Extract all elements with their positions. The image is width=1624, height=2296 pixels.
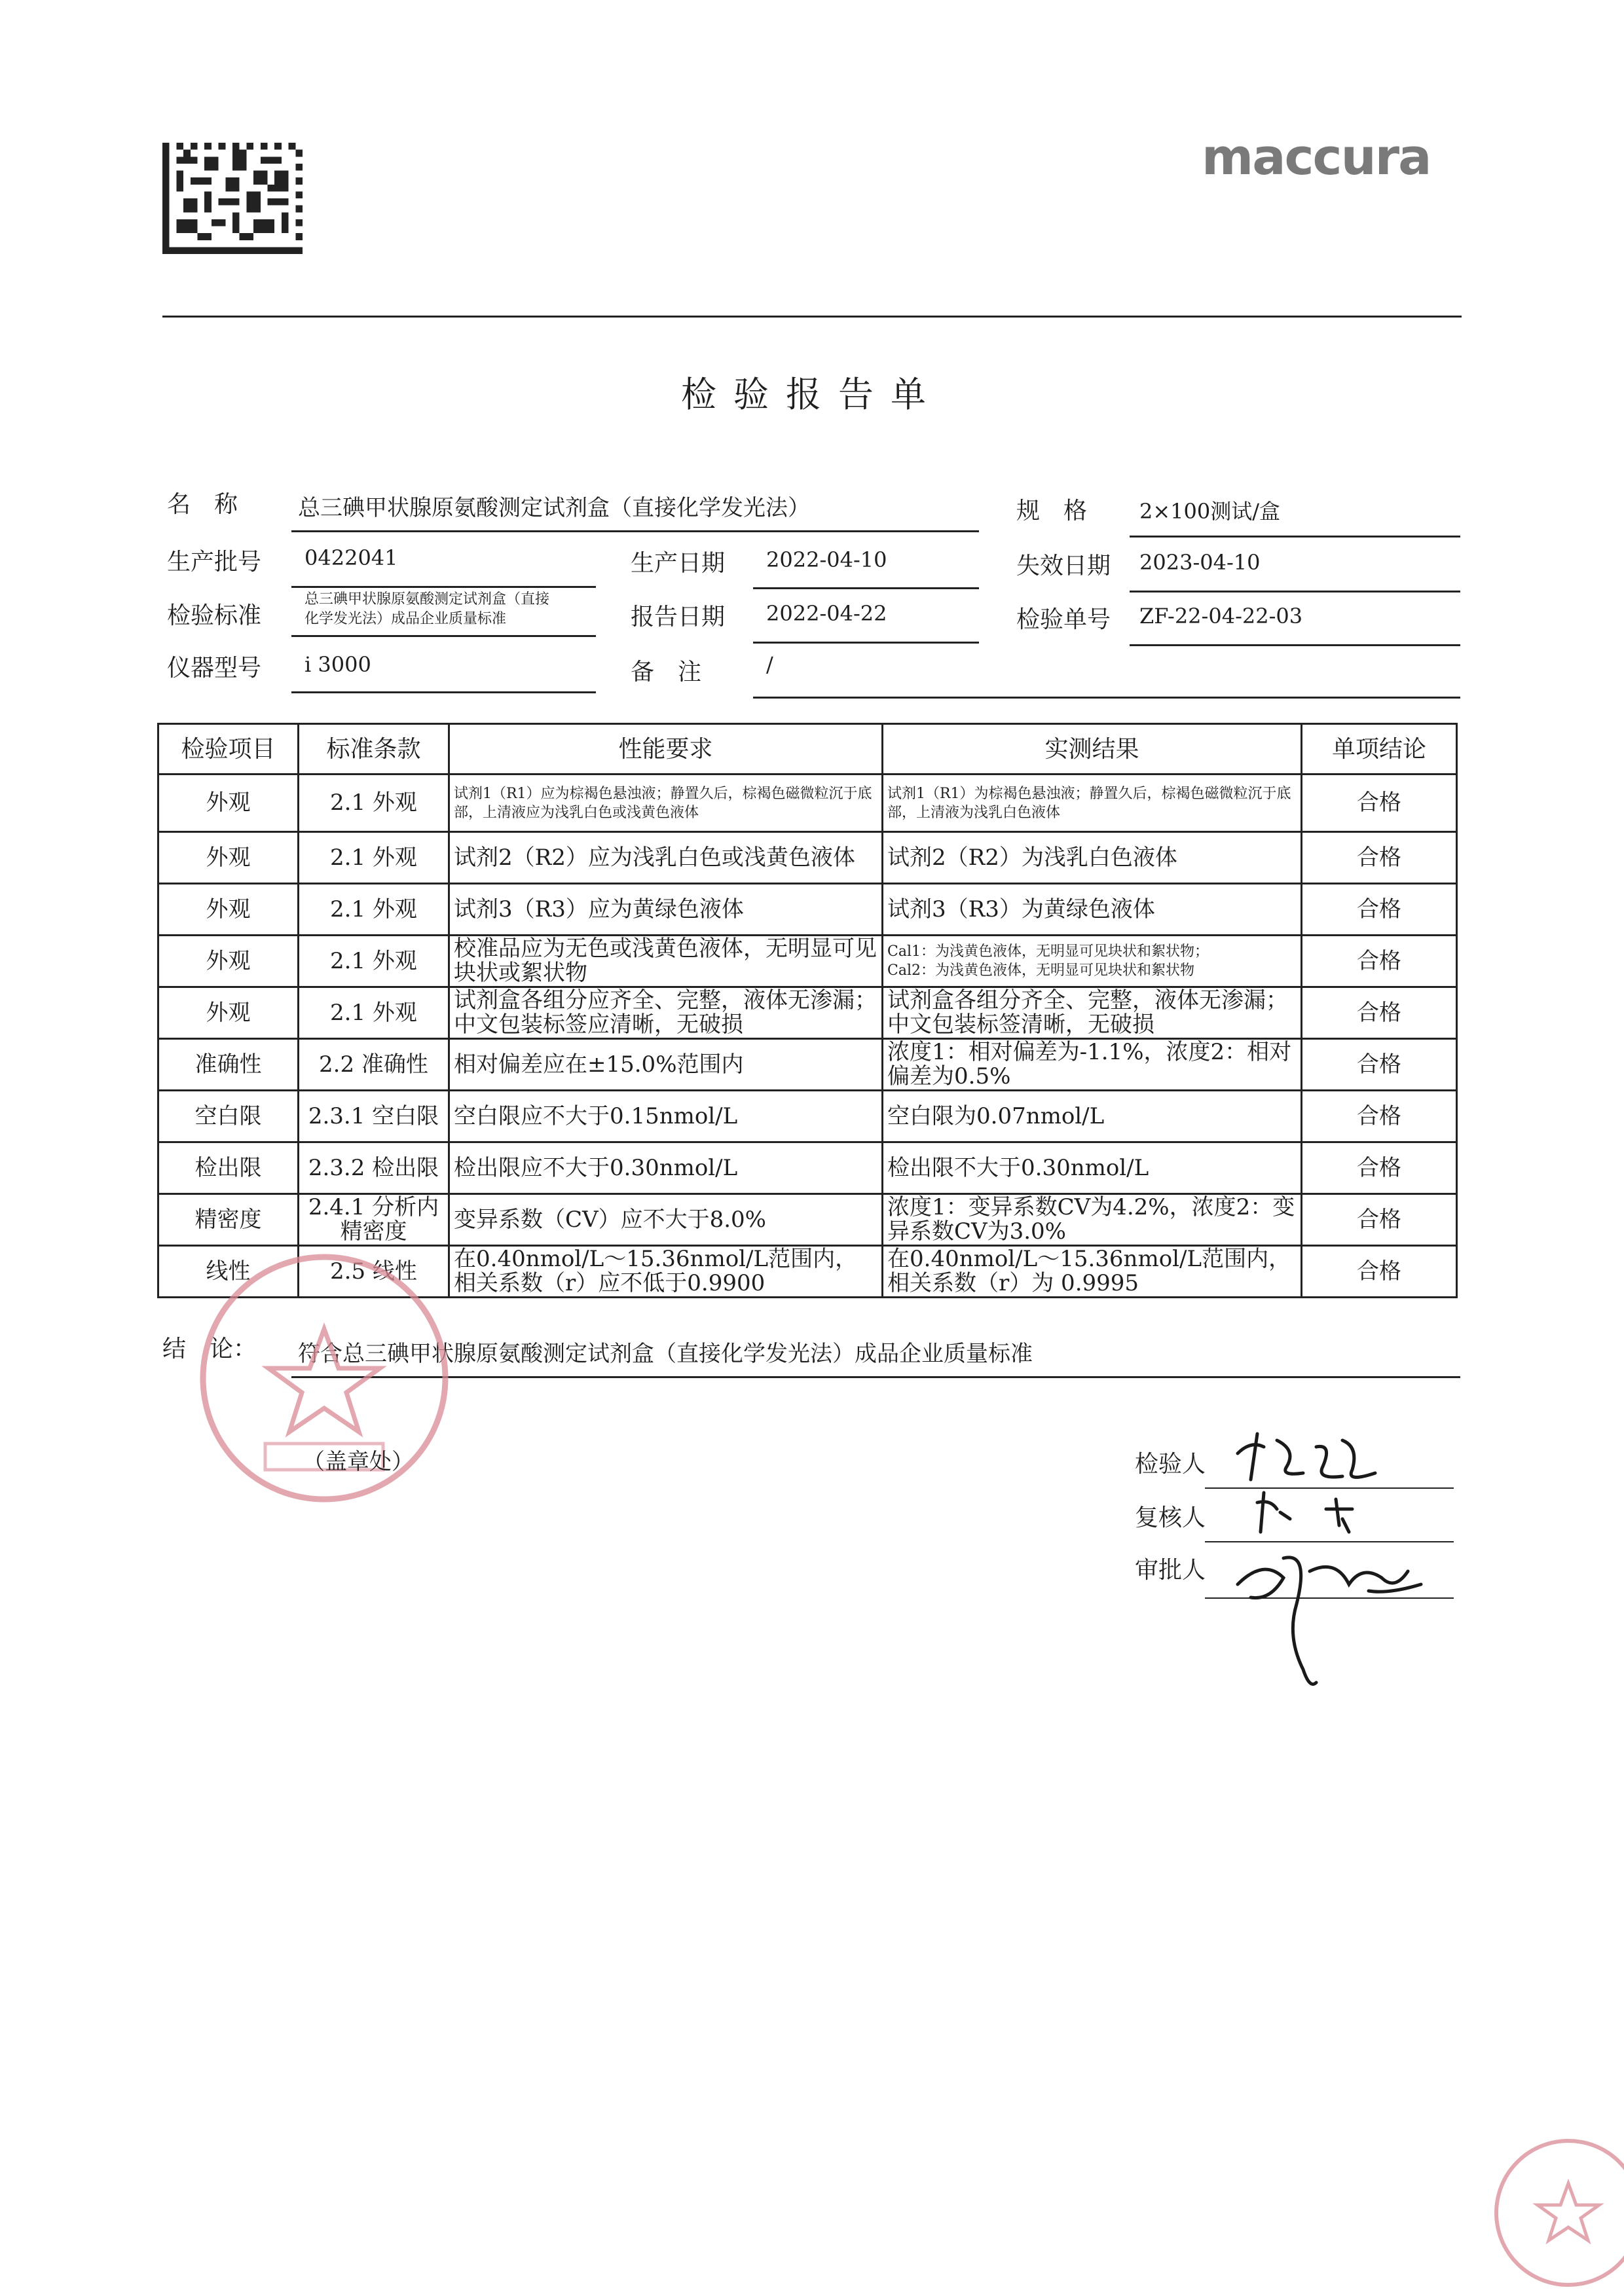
cell-item: 检出限 — [158, 1142, 299, 1194]
cell-item: 空白限 — [158, 1091, 299, 1142]
batch-label: 生产批号 — [167, 549, 262, 575]
standard-label: 检验标准 — [167, 602, 262, 629]
remark-value: / — [766, 652, 773, 677]
report-no-underline — [1130, 644, 1460, 646]
cell-requirement: 检出限应不大于0.30nmol/L — [449, 1142, 883, 1194]
cell-clause: 2.1 外观 — [299, 832, 449, 884]
cell-result-line: Cal2：为浅黄色液体，无明显可见块状和絮状物 — [887, 962, 1194, 979]
cell-result-line: Cal1：为浅黄色液体，无明显可见块状和絮状物； — [887, 943, 1209, 960]
name-underline — [291, 530, 979, 532]
batch-value: 0422041 — [304, 545, 398, 570]
standard-value-line2: 化学发光法）成品企业质量标准 — [304, 611, 507, 627]
table-row — [158, 987, 1457, 1039]
cell-conclusion: 合格 — [1302, 1246, 1457, 1298]
datamatrix-code-icon — [162, 143, 303, 254]
cell-requirement: 相对偏差应在±15.0%范围内 — [449, 1039, 883, 1091]
table-row — [158, 1039, 1457, 1091]
expiry-label: 失效日期 — [1016, 553, 1111, 579]
report-date-label: 报告日期 — [631, 604, 726, 630]
name-label: 名 称 — [167, 491, 238, 518]
report-date-underline — [753, 642, 979, 644]
seal-note: （盖章处） — [303, 1449, 414, 1475]
cell-clause: 2.3.1 空白限 — [299, 1091, 449, 1142]
cell-requirement: 变异系数（CV）应不大于8.0% — [449, 1194, 883, 1246]
instrument-value: i 3000 — [304, 652, 371, 677]
report-no-label: 检验单号 — [1016, 606, 1111, 633]
cell-clause: 2.1 外观 — [299, 884, 449, 936]
report-no-value: ZF-22-04-22-03 — [1139, 604, 1303, 629]
standard-underline — [291, 635, 596, 637]
table-row — [158, 1142, 1457, 1194]
cell-result: 试剂1（R1）为棕褐色悬浊液；静置久后，棕褐色磁微粒沉于底部，上清液为浅乳白色液体 — [883, 774, 1302, 832]
table-row — [158, 1194, 1457, 1246]
cell-item: 外观 — [158, 832, 299, 884]
cell-result — [883, 936, 1302, 987]
header-clause: 标准条款 — [299, 724, 449, 774]
cell-conclusion: 合格 — [1302, 774, 1457, 832]
cell-result: 在0.40nmol/L～15.36nmol/L范围内，相关系数（r）为 0.9995 — [883, 1246, 1302, 1298]
cell-conclusion: 合格 — [1302, 1091, 1457, 1142]
header-item: 检验项目 — [158, 724, 299, 774]
instrument-underline — [291, 691, 596, 693]
cell-item: 外观 — [158, 884, 299, 936]
cell-result: 浓度1：相对偏差为-1.1%，浓度2：相对偏差为0.5% — [883, 1039, 1302, 1091]
cell-requirement: 空白限应不大于0.15nmol/L — [449, 1091, 883, 1142]
cell-requirement: 在0.40nmol/L～15.36nmol/L范围内，相关系数（r）应不低于0.9900 — [449, 1246, 883, 1298]
cell-conclusion: 合格 — [1302, 832, 1457, 884]
report-date-value: 2022-04-22 — [766, 601, 887, 626]
instrument-label: 仪器型号 — [167, 655, 262, 682]
cell-conclusion: 合格 — [1302, 1142, 1457, 1194]
cell-clause: 2.3.2 检出限 — [299, 1142, 449, 1194]
approver-label: 审批人 — [1135, 1557, 1206, 1584]
handwritten-signatures-icon — [1211, 1421, 1460, 1735]
cell-conclusion: 合格 — [1302, 987, 1457, 1039]
cell-clause: 2.2 准确性 — [299, 1039, 449, 1091]
header-divider — [162, 316, 1462, 318]
qa-seal-icon — [1490, 2134, 1624, 2291]
cell-conclusion: 合格 — [1302, 884, 1457, 936]
spec-label: 规 格 — [1016, 498, 1088, 524]
cell-result: 检出限不大于0.30nmol/L — [883, 1142, 1302, 1194]
table-row — [158, 1091, 1457, 1142]
table-row — [158, 774, 1457, 832]
cell-item: 外观 — [158, 936, 299, 987]
cell-requirement: 试剂2（R2）应为浅乳白色或浅黄色液体 — [449, 832, 883, 884]
standard-value-line1: 总三碘甲状腺原氨酸测定试剂盒（直接 — [304, 591, 550, 608]
table-row — [158, 884, 1457, 936]
spec-value: 2×100测试/盒 — [1139, 499, 1281, 524]
company-logo: maccura — [1202, 128, 1431, 186]
cell-conclusion: 合格 — [1302, 1194, 1457, 1246]
table-row — [158, 936, 1457, 987]
spec-underline — [1130, 536, 1460, 538]
expiry-underline — [1130, 591, 1460, 592]
conclusion-label: 结 论： — [162, 1336, 257, 1362]
prod-date-value: 2022-04-10 — [766, 547, 887, 572]
conclusion-underline — [291, 1376, 1460, 1378]
conclusion-text: 符合总三碘甲状腺原氨酸测定试剂盒（直接化学发光法）成品企业质量标准 — [298, 1341, 1033, 1367]
cell-item: 外观 — [158, 774, 299, 832]
prod-date-underline — [753, 587, 979, 589]
cell-result: 试剂2（R2）为浅乳白色液体 — [883, 832, 1302, 884]
cell-requirement: 校准品应为无色或浅黄色液体，无明显可见块状或絮状物 — [449, 936, 883, 987]
cell-clause: 2.1 外观 — [299, 774, 449, 832]
cell-item: 准确性 — [158, 1039, 299, 1091]
cell-requirement: 试剂3（R3）应为黄绿色液体 — [449, 884, 883, 936]
cell-clause: 2.5 线性 — [299, 1246, 449, 1298]
remark-underline — [753, 697, 1460, 699]
reviewer-label: 复核人 — [1135, 1504, 1206, 1531]
cell-requirement: 试剂1（R1）应为棕褐色悬浊液；静置久后，棕褐色磁微粒沉于底部，上清液应为浅乳白色或浅黄色液体 — [449, 774, 883, 832]
inspector-label: 检验人 — [1135, 1451, 1206, 1478]
table-header-row — [158, 724, 1457, 774]
expiry-value: 2023-04-10 — [1139, 550, 1261, 575]
cell-result: 试剂盒各组分齐全、完整，液体无渗漏；中文包装标签清晰，无破损 — [883, 987, 1302, 1039]
cell-clause: 2.1 外观 — [299, 936, 449, 987]
cell-item: 外观 — [158, 987, 299, 1039]
cell-clause: 2.4.1 分析内精密度 — [299, 1194, 449, 1246]
prod-date-label: 生产日期 — [631, 550, 726, 577]
cell-clause: 2.1 外观 — [299, 987, 449, 1039]
cell-requirement: 试剂盒各组分应齐全、完整，液体无渗漏；中文包装标签应清晰，无破损 — [449, 987, 883, 1039]
cell-item: 精密度 — [158, 1194, 299, 1246]
cell-result: 浓度1：变异系数CV为4.2%，浓度2：变异系数CV为3.0% — [883, 1194, 1302, 1246]
remark-label: 备 注 — [631, 659, 702, 685]
page-title: 检验报告单 — [681, 374, 943, 415]
cell-result: 试剂3（R3）为黄绿色液体 — [883, 884, 1302, 936]
cell-conclusion: 合格 — [1302, 1039, 1457, 1091]
name-value: 总三碘甲状腺原氨酸测定试剂盒（直接化学发光法） — [298, 495, 810, 521]
batch-underline — [291, 586, 596, 588]
cell-item: 线性 — [158, 1246, 299, 1298]
table-row — [158, 832, 1457, 884]
cell-result: 空白限为0.07nmol/L — [883, 1091, 1302, 1142]
header-result: 实测结果 — [883, 724, 1302, 774]
header-conclusion: 单项结论 — [1302, 724, 1457, 774]
results-table — [157, 723, 1458, 1298]
cell-conclusion: 合格 — [1302, 936, 1457, 987]
header-requirement: 性能要求 — [449, 724, 883, 774]
